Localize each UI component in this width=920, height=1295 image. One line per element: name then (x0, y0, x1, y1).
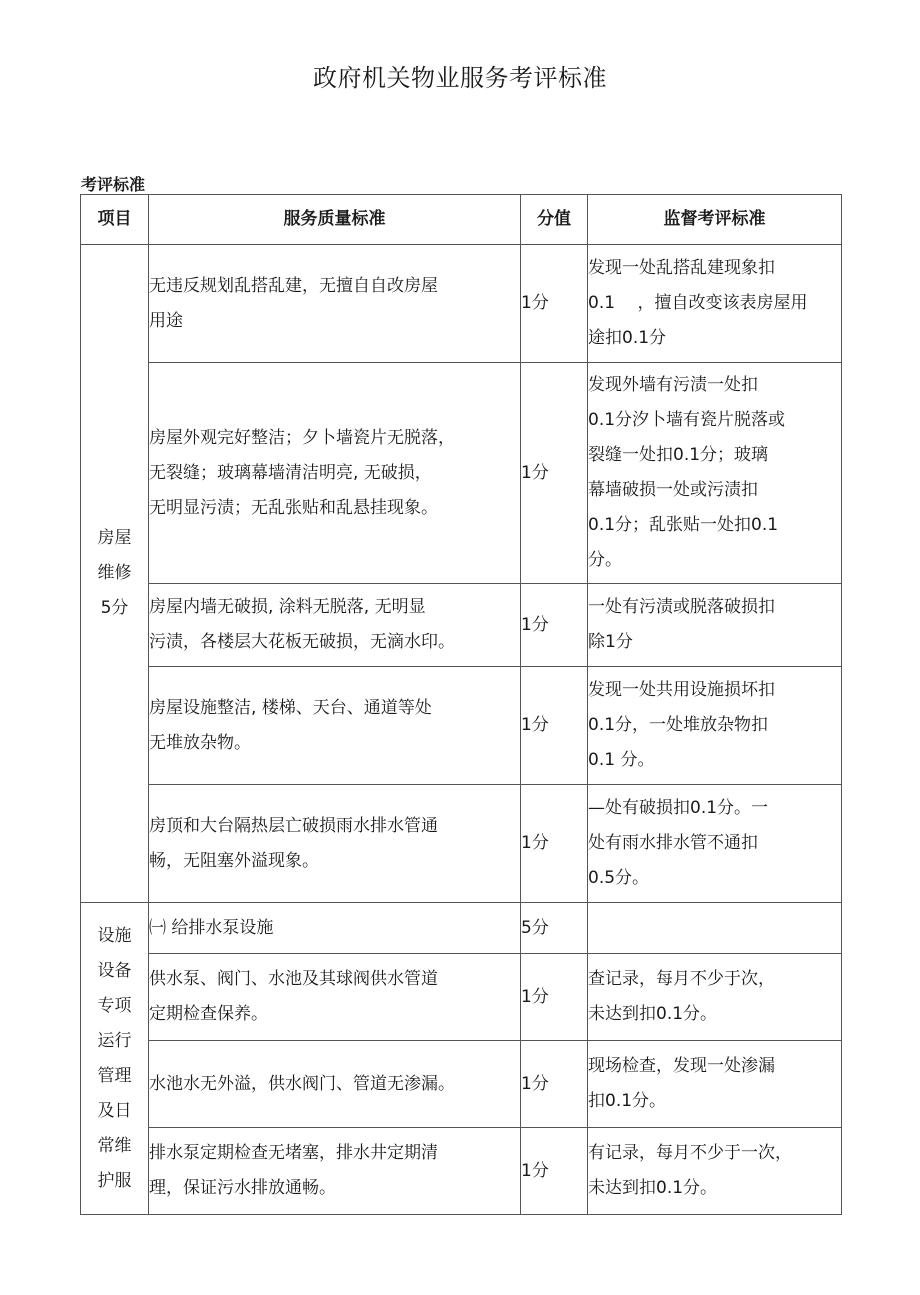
service-standard-cell (149, 1128, 521, 1215)
score-cell: 5分 (521, 903, 588, 954)
supervision-standard-cell (588, 903, 842, 954)
text-line: ㈠ 给排水泵设施 (149, 917, 274, 938)
text-line: 发现一处乱搭乱建现象扣 (588, 258, 775, 278)
score-cell: 1分 (521, 1128, 588, 1215)
service-standard-cell (149, 584, 521, 667)
supervision-standard-cell (588, 954, 842, 1041)
text-line: 供水泵、阀门、水池及其球阀供水管道 (149, 969, 438, 989)
text-line: 房屋外观完好整洁；夕卜墙瓷片无脱落， (149, 427, 455, 448)
supervision-standard-cell (588, 245, 842, 363)
header-supervision-standard: 监督考评标准 (588, 195, 842, 245)
text-line: 房屋内墙无破损, 涂料无脱落, 无明显 (149, 597, 426, 617)
service-standard-cell (149, 954, 521, 1041)
text-line: 房顶和大台隔热层亡破损雨水排水管通 (149, 815, 438, 836)
text-line: 一处有污渍或脱落破损扣 (588, 597, 775, 617)
header-score: 分值 (521, 195, 588, 245)
text-line: 分。 (588, 550, 622, 570)
text-line: 定期检查保养。 (149, 1004, 268, 1024)
table-row (81, 903, 842, 954)
table-row (81, 1128, 842, 1215)
category-cell (81, 903, 149, 1215)
service-standard-cell (149, 1041, 521, 1128)
category-line: 常维 (97, 1135, 132, 1156)
text-line: 除1分 (588, 632, 633, 652)
supervision-standard-cell (588, 667, 842, 785)
table-header-row (81, 195, 842, 245)
evaluation-table (80, 194, 842, 1215)
text-line: 0.5分。 (588, 868, 650, 888)
score-cell: 1分 (521, 584, 588, 667)
text-line: 未达到扣0.1分。 (588, 1178, 718, 1198)
header-item: 项目 (81, 195, 149, 245)
text-line: 0.1 ，擅自改变该表房屋用 (588, 293, 808, 313)
header-service-standard: 服务质量标准 (149, 195, 521, 245)
text-line: 0.1 分。 (588, 750, 655, 770)
text-line: 理，保证污水排放通畅。 (149, 1178, 336, 1198)
table-row (81, 785, 842, 903)
supervision-standard-cell (588, 584, 842, 667)
text-line: 0.1分汐卜墙有瓷片脱落或 (588, 410, 786, 430)
table-row (81, 667, 842, 785)
table-row (81, 363, 842, 584)
text-line: 水池水无外溢，供水阀门、管道无渗漏。 (149, 1073, 455, 1094)
text-line: 0.1分，一处堆放杂物扣 (588, 715, 769, 735)
category-line: 运行 (97, 1030, 132, 1051)
text-line: 用途 (149, 310, 183, 331)
category-cell (81, 245, 149, 903)
table-body (81, 245, 842, 1215)
text-line: 无违反规划乱搭乱建，无擅自自改房屋 (149, 275, 438, 296)
category-line: 设施 (97, 925, 132, 946)
category-line: 设备 (97, 960, 132, 981)
supervision-standard-cell (588, 363, 842, 584)
table-row (81, 1041, 842, 1128)
text-line: 裂缝一处扣0.1分；玻璃 (588, 445, 769, 465)
table-row (81, 245, 842, 363)
table-row (81, 584, 842, 667)
text-line: 查记录，每月不少于次， (588, 969, 775, 989)
category-line: 房屋 (97, 528, 132, 548)
score-cell: 1分 (521, 363, 588, 584)
table-row (81, 954, 842, 1041)
supervision-standard-cell (588, 785, 842, 903)
text-line: 未达到扣0.1分。 (588, 1004, 718, 1024)
text-line: 处有雨水排水管不通扣 (588, 833, 758, 853)
supervision-standard-cell (588, 1041, 842, 1128)
text-line: 房屋设施整洁, 楼梯、天台、通道等处 (149, 697, 432, 718)
score-cell: 1分 (521, 954, 588, 1041)
text-line: 无裂缝；玻璃幕墙清洁明亮, 无破损， (149, 462, 432, 483)
text-line: 扣0.1分。 (588, 1091, 667, 1111)
service-standard-cell (149, 363, 521, 584)
text-line: 0.1分；乱张贴一处扣0.1 (588, 515, 779, 535)
text-line: 畅，无阻塞外溢现象。 (149, 850, 319, 871)
category-line: 5分 (100, 598, 129, 618)
document-title: 政府机关物业服务考评标准 (313, 64, 607, 92)
supervision-standard-cell (588, 1128, 842, 1215)
text-line: 幕墙破损一处或污渍扣 (588, 480, 758, 500)
text-line: 途扣0.1分 (588, 328, 667, 348)
text-line: 无明显污渍；无乱张贴和乱悬挂现象。 (149, 497, 438, 518)
score-cell: 1分 (521, 785, 588, 903)
text-line: 发现外墙有污渍一处扣 (588, 375, 758, 395)
text-line: 发现一处共用设施损坏扣 (588, 680, 775, 700)
category-line: 管理 (97, 1065, 132, 1086)
service-standard-cell (149, 667, 521, 785)
text-line: 排水泵定期检查无堵塞，排水井定期清 (149, 1143, 438, 1163)
text-line: 污渍，各楼层大花板无破损，无滴水印。 (149, 632, 455, 652)
service-standard-cell (149, 903, 521, 954)
text-line: 无堆放杂物。 (149, 732, 251, 753)
service-standard-cell (149, 245, 521, 363)
score-cell: 1分 (521, 667, 588, 785)
text-line: 现场检查，发现一处渗漏 (588, 1056, 775, 1076)
score-cell: 1分 (521, 1041, 588, 1128)
category-line: 及日 (97, 1100, 132, 1121)
section-label: 考评标准 (81, 175, 146, 194)
service-standard-cell (149, 785, 521, 903)
score-cell: 1分 (521, 245, 588, 363)
text-line: 有记录，每月不少于一次， (588, 1143, 792, 1163)
text-line: —处有破损扣0.1分。一 (588, 798, 769, 818)
category-line: 维修 (97, 563, 132, 583)
category-line: 护服 (97, 1170, 132, 1191)
category-line: 专项 (97, 995, 132, 1016)
